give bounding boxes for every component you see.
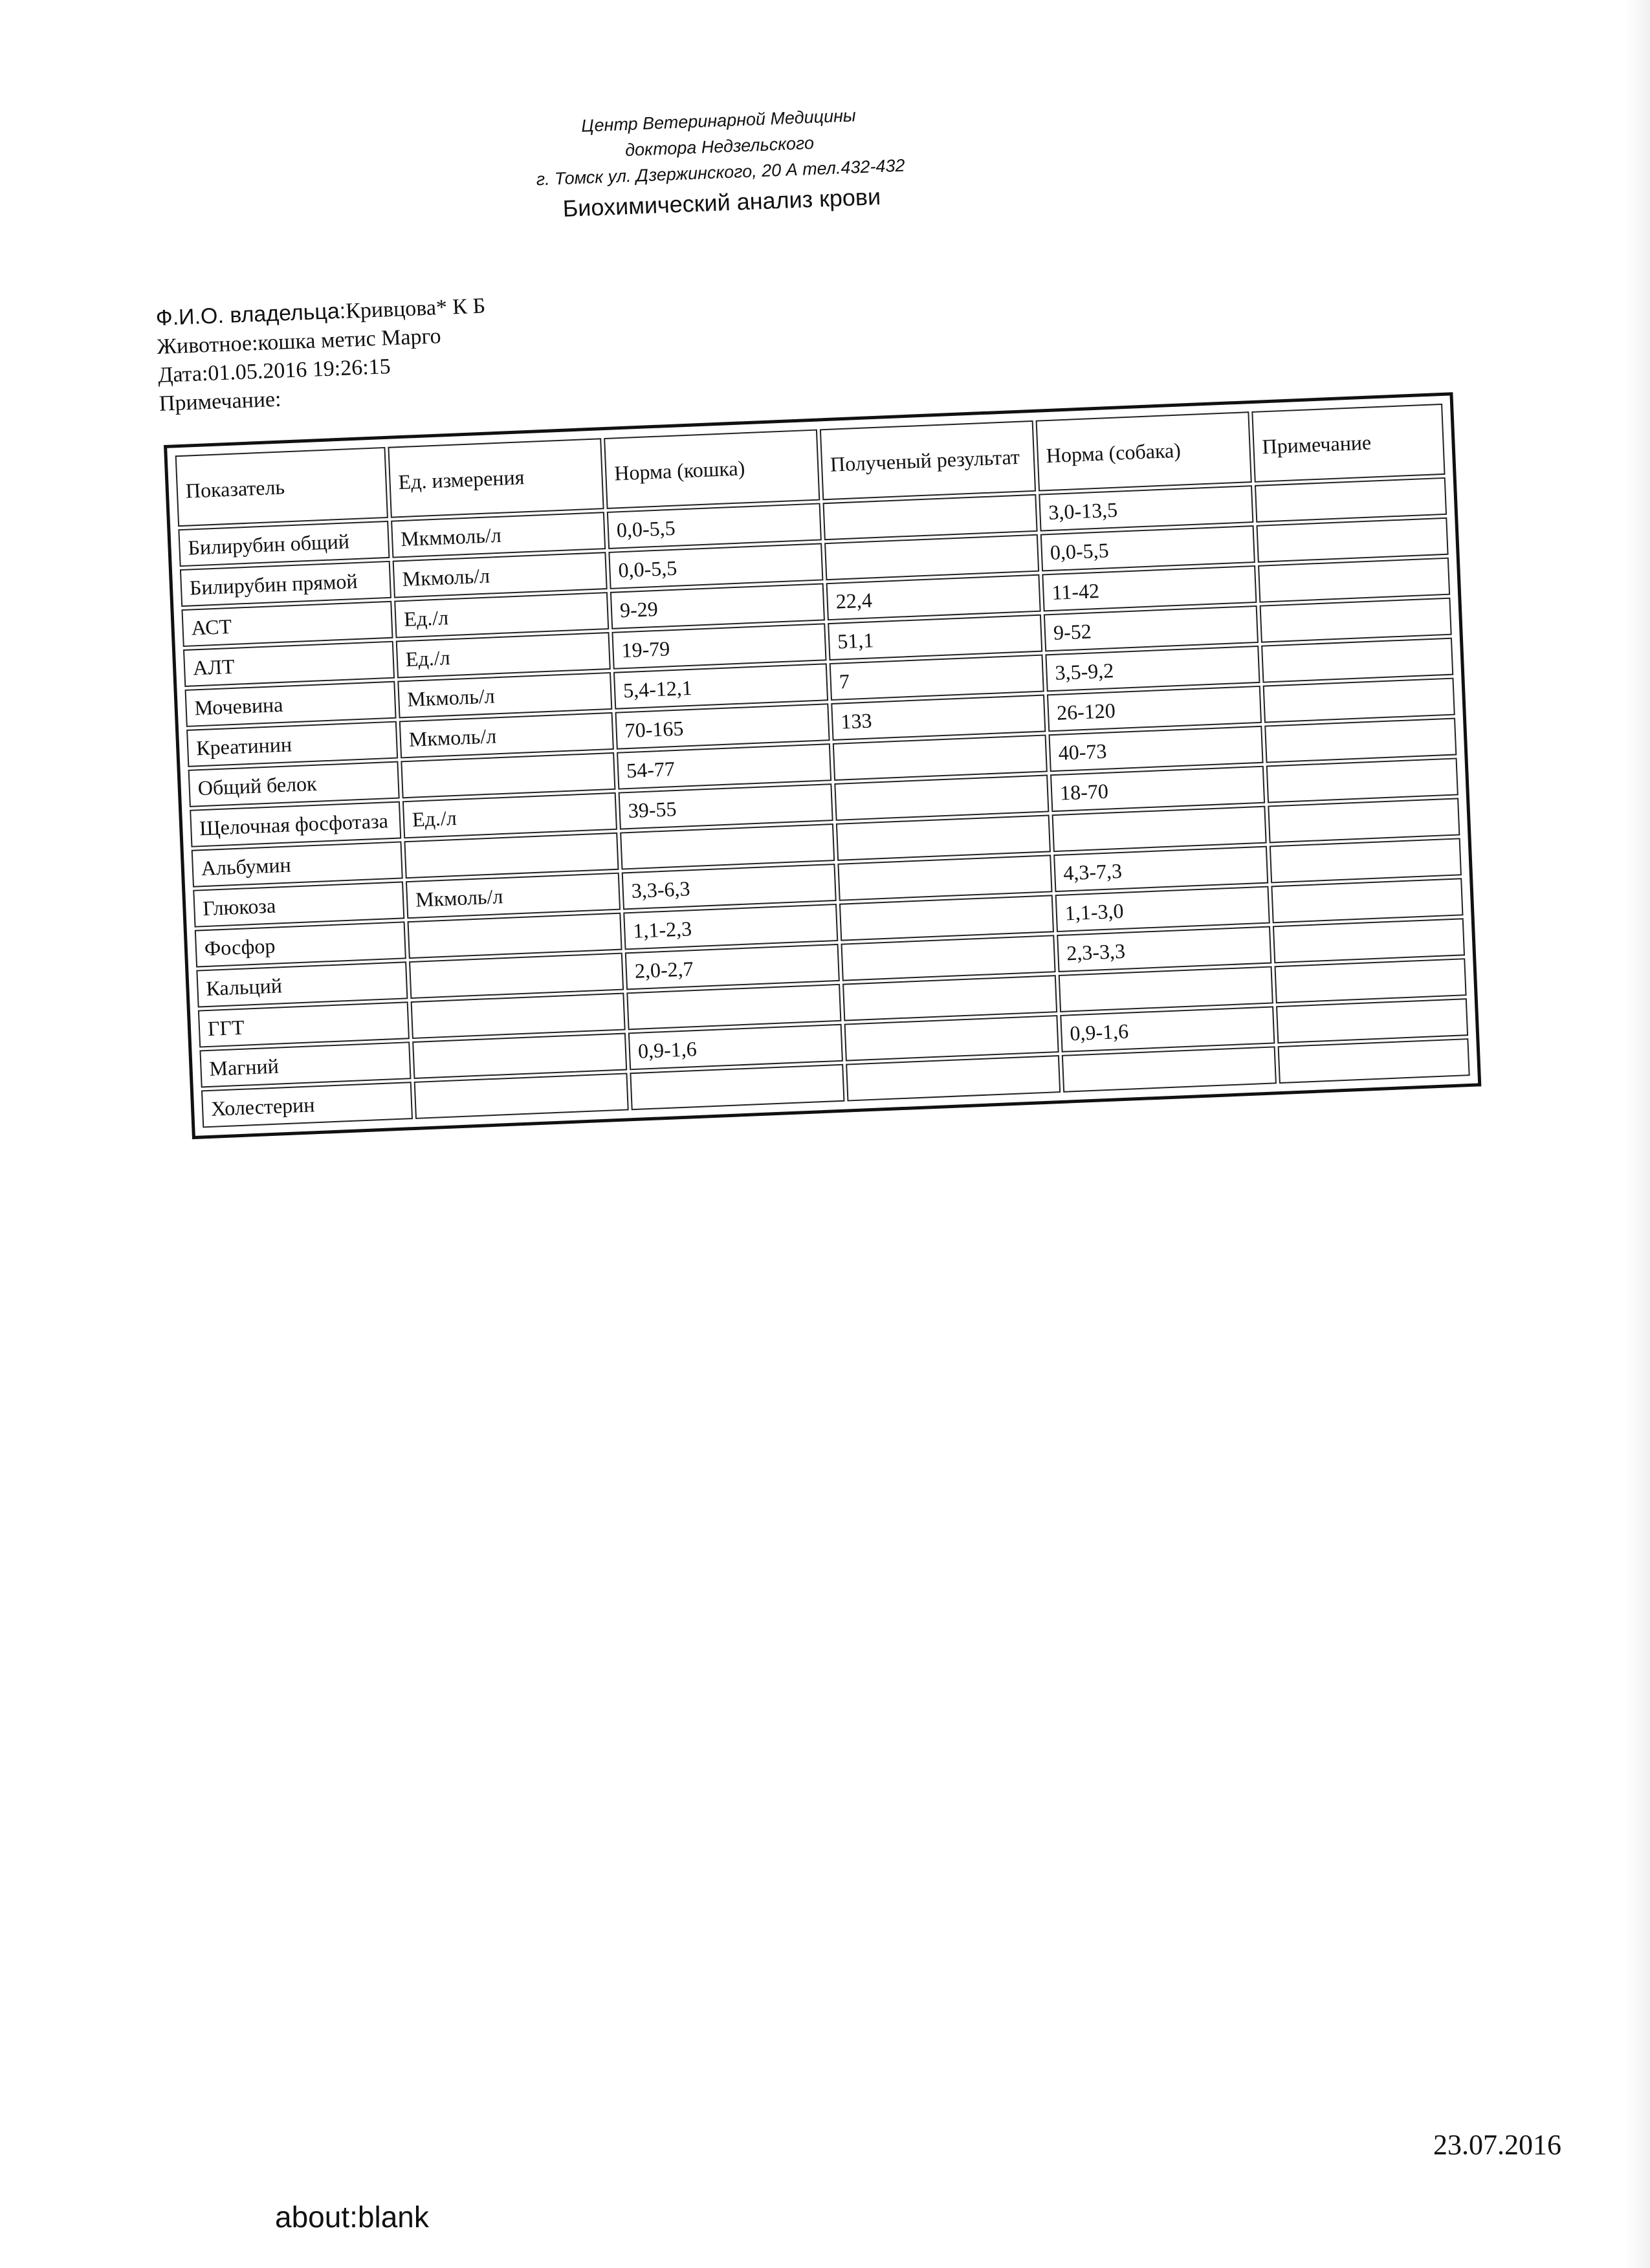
document-header (492, 99, 949, 228)
norm-dog-cell: 3,0-13,5 (1039, 485, 1253, 531)
patient-info (155, 281, 742, 418)
indicator-cell: Билирубин общий (178, 521, 390, 567)
results-table-frame (164, 392, 1481, 1139)
header-norm-dog: Норма (собака) (1036, 411, 1252, 491)
norm-dog-cell: 0,0-5,5 (1040, 525, 1255, 571)
norm-dog-cell: 4,3-7,3 (1053, 846, 1268, 892)
result-cell: 51,1 (828, 615, 1042, 660)
note-cell (1276, 998, 1468, 1043)
result-cell (844, 1015, 1059, 1061)
owner-value: Кривцова* К Б (345, 294, 486, 323)
date-label: Дата: (157, 361, 209, 387)
header-indicator: Показатель (175, 447, 388, 527)
norm-cat-cell: 54-77 (617, 743, 831, 789)
result-cell (841, 935, 1055, 981)
norm-cat-cell: 39-55 (619, 783, 833, 829)
note-cell (1278, 1038, 1470, 1084)
indicator-cell: Фосфор (195, 921, 406, 967)
result-cell (834, 774, 1049, 820)
result-cell (846, 1055, 1061, 1101)
norm-dog-cell: 18-70 (1050, 766, 1265, 812)
unit-cell (412, 1032, 627, 1078)
note-cell (1273, 918, 1465, 963)
date-value: 01.05.2016 19:26:15 (207, 354, 391, 386)
unit-cell (401, 752, 615, 798)
note-cell (1270, 838, 1462, 883)
animal-label: Животное: (156, 331, 259, 359)
unit-cell: Мкмоль/л (393, 552, 608, 598)
norm-cat-cell: 0,9-1,6 (628, 1024, 843, 1070)
unit-cell (414, 1073, 629, 1118)
indicator-cell: ГГТ (198, 1001, 410, 1047)
clinic-address: г. Томск ул. Дзержинского, 20 А тел.432-432 (536, 155, 906, 190)
indicator-cell: Мочевина (185, 681, 397, 727)
norm-dog-cell: 2,3-3,3 (1057, 926, 1271, 972)
note-cell (1271, 878, 1463, 923)
unit-cell: Мкмоль/л (399, 712, 614, 758)
indicator-cell: Магний (199, 1041, 411, 1087)
norm-cat-cell: 1,1-2,3 (623, 904, 838, 950)
note-cell (1261, 638, 1453, 683)
norm-dog-cell (1062, 1046, 1277, 1092)
note-cell (1255, 477, 1447, 523)
norm-dog-cell: 26-120 (1047, 686, 1262, 732)
unit-cell: Мкмоль/л (406, 873, 621, 919)
norm-dog-cell (1052, 806, 1267, 852)
note-cell (1263, 678, 1455, 723)
clinic-name: Центр Ветеринарной Медицины (580, 105, 857, 136)
indicator-cell: Билирубин прямой (180, 561, 391, 607)
note-cell (1268, 798, 1460, 843)
indicator-cell: Щелочная фосфотаза (190, 801, 401, 847)
indicator-cell: Альбумин (192, 841, 403, 887)
unit-cell: Ед./л (396, 632, 611, 678)
results-table (173, 401, 1473, 1131)
note-cell (1260, 598, 1452, 643)
result-cell (836, 814, 1051, 860)
page-url: about:blank (275, 2200, 429, 2234)
norm-cat-cell: 0,0-5,5 (608, 543, 823, 589)
indicator-cell: АЛТ (183, 641, 395, 687)
note-label: Примечание: (159, 387, 282, 416)
norm-cat-cell: 9-29 (610, 583, 825, 629)
result-cell (842, 975, 1057, 1021)
unit-cell (411, 993, 626, 1039)
note-cell (1256, 518, 1448, 563)
print-date: 23.07.2016 (1433, 2129, 1561, 2161)
norm-dog-cell: 0,9-1,6 (1060, 1006, 1275, 1052)
result-cell (839, 895, 1054, 941)
unit-cell: Мкммоль/л (391, 512, 606, 558)
note-cell (1258, 558, 1450, 603)
norm-cat-cell (620, 823, 835, 869)
norm-dog-cell (1059, 966, 1273, 1012)
unit-cell (408, 913, 622, 959)
clinic-doctor: доктора Недзельского (624, 133, 815, 160)
indicator-cell: Кальций (196, 961, 408, 1007)
result-cell: 22,4 (826, 574, 1041, 620)
norm-cat-cell (626, 984, 841, 1030)
norm-cat-cell: 70-165 (615, 703, 830, 749)
result-cell (837, 855, 1052, 900)
result-cell (833, 734, 1048, 780)
unit-cell: Ед./л (394, 592, 609, 638)
indicator-cell: Холестерин (201, 1082, 413, 1128)
norm-cat-cell (630, 1064, 844, 1110)
norm-dog-cell: 11-42 (1042, 565, 1257, 611)
norm-cat-cell: 5,4-12,1 (613, 663, 828, 709)
unit-cell (404, 833, 619, 878)
header-note: Примечание (1251, 404, 1445, 483)
unit-cell: Ед./л (402, 792, 617, 838)
norm-cat-cell: 0,0-5,5 (607, 503, 822, 549)
header-unit: Ед. измерения (388, 438, 604, 518)
note-cell (1266, 758, 1458, 803)
norm-cat-cell: 3,3-6,3 (622, 864, 837, 910)
result-cell (823, 494, 1038, 540)
note-cell (1274, 958, 1466, 1003)
owner-label: Ф.И.О. владельца: (155, 298, 346, 331)
result-cell: 133 (831, 695, 1046, 741)
indicator-cell: Креатинин (186, 721, 398, 767)
note-cell (1264, 718, 1457, 763)
indicator-cell: Глюкоза (193, 881, 404, 927)
indicator-cell: Общий белок (188, 761, 400, 807)
norm-dog-cell: 3,5-9,2 (1045, 646, 1260, 692)
norm-dog-cell: 40-73 (1048, 726, 1263, 772)
table-body (178, 477, 1469, 1128)
norm-cat-cell: 2,0-2,7 (625, 944, 840, 990)
scan-edge-shadow (1624, 0, 1650, 2268)
unit-cell: Мкмоль/л (397, 672, 612, 718)
result-cell (824, 534, 1039, 580)
header-result: Полученый результат (820, 420, 1036, 500)
indicator-cell: АСТ (181, 601, 393, 647)
animal-value: кошка метис Марго (257, 324, 442, 355)
norm-dog-cell: 9-52 (1044, 605, 1259, 651)
header-norm-cat: Норма (кошка) (604, 430, 820, 509)
norm-dog-cell: 1,1-3,0 (1055, 886, 1270, 932)
unit-cell (409, 953, 624, 999)
document-title: Биохимический анализ крови (562, 183, 881, 222)
result-cell: 7 (830, 655, 1044, 701)
norm-cat-cell: 19-79 (611, 623, 826, 669)
